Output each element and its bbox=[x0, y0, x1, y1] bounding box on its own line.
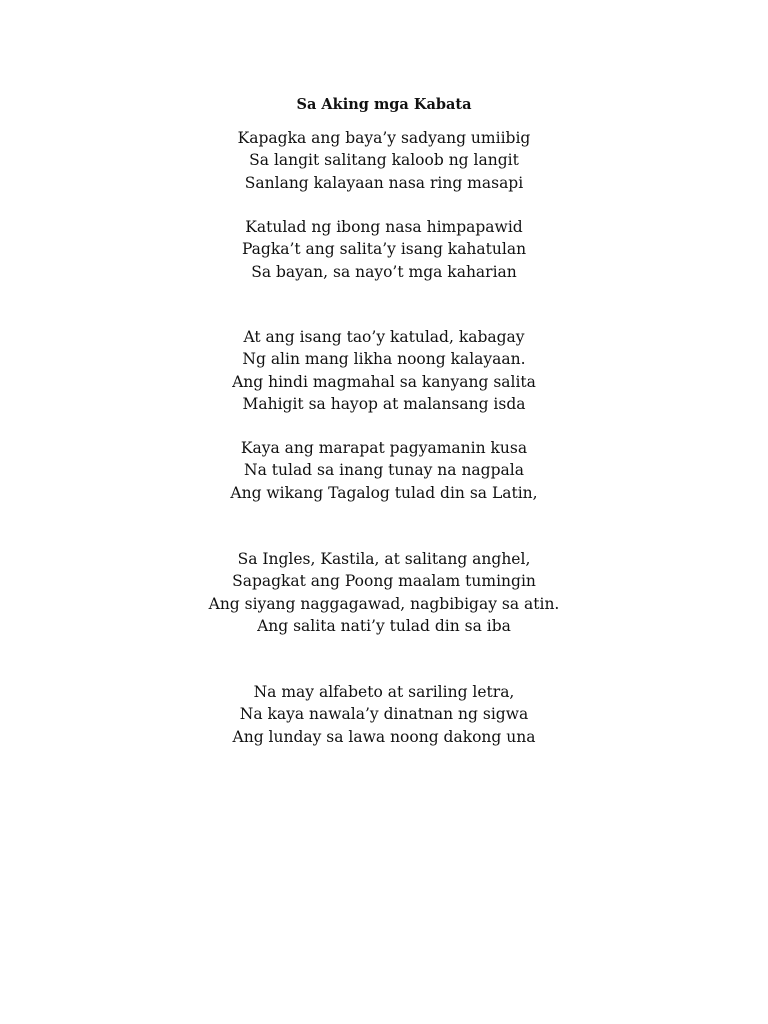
poem-line: Sanlang kalayaan nasa ring masapi bbox=[244, 173, 524, 192]
poem-title: Sa Aking mga Kabata bbox=[296, 96, 472, 113]
poem-line: Mahigit sa hayop at malansang isda bbox=[242, 394, 526, 413]
poem-line: Ang wikang Tagalog tulad din sa Latin, bbox=[230, 483, 538, 502]
poem-line: Pagka’t ang salita’y isang kahatulan bbox=[241, 240, 527, 259]
poem-line: Kapagka ang baya’y sadyang umiibig bbox=[237, 129, 531, 147]
poem-line: Sa bayan, sa nayo’t mga kaharian bbox=[251, 262, 517, 281]
poem-line: Ang hindi magmahal sa kanyang salita bbox=[232, 372, 536, 391]
poem-line: Ang salita nati’y tulad din sa iba bbox=[257, 616, 511, 635]
stanza-2 bbox=[0, 216, 768, 283]
poem-line: Na tulad sa inang tunay na nagpala bbox=[244, 461, 524, 480]
poem-line: Na kaya nawala’y dinatnan ng sigwa bbox=[239, 705, 529, 724]
stanza-6 bbox=[0, 681, 768, 748]
poem-line: Sa Ingles, Kastila, at salitang anghel, bbox=[237, 550, 531, 568]
poem-line: Na may alfabeto at sariling letra, bbox=[253, 683, 515, 701]
poem-line: Ng alin mang likha noong kalayaan. bbox=[242, 350, 526, 369]
poem-line: At ang isang tao’y katulad, kabagay bbox=[243, 328, 525, 346]
poem-line: Kaya ang marapat pagyamanin kusa bbox=[240, 439, 528, 457]
stanza-4 bbox=[0, 437, 768, 504]
poem-line: Ang siyang naggagawad, nagbibigay sa atin. bbox=[208, 594, 560, 613]
stanza-1 bbox=[0, 127, 768, 194]
poem-line: Ang lunday sa lawa noong dakong una bbox=[232, 727, 536, 746]
stanza-5 bbox=[0, 548, 768, 637]
poem-line: Sapagkat ang Poong maalam tumingin bbox=[232, 572, 536, 591]
poem-line: Katulad ng ibong nasa himpapawid bbox=[245, 218, 523, 236]
poem-line: Sa langit salitang kaloob ng langit bbox=[249, 151, 519, 170]
stanza-3 bbox=[0, 326, 768, 415]
